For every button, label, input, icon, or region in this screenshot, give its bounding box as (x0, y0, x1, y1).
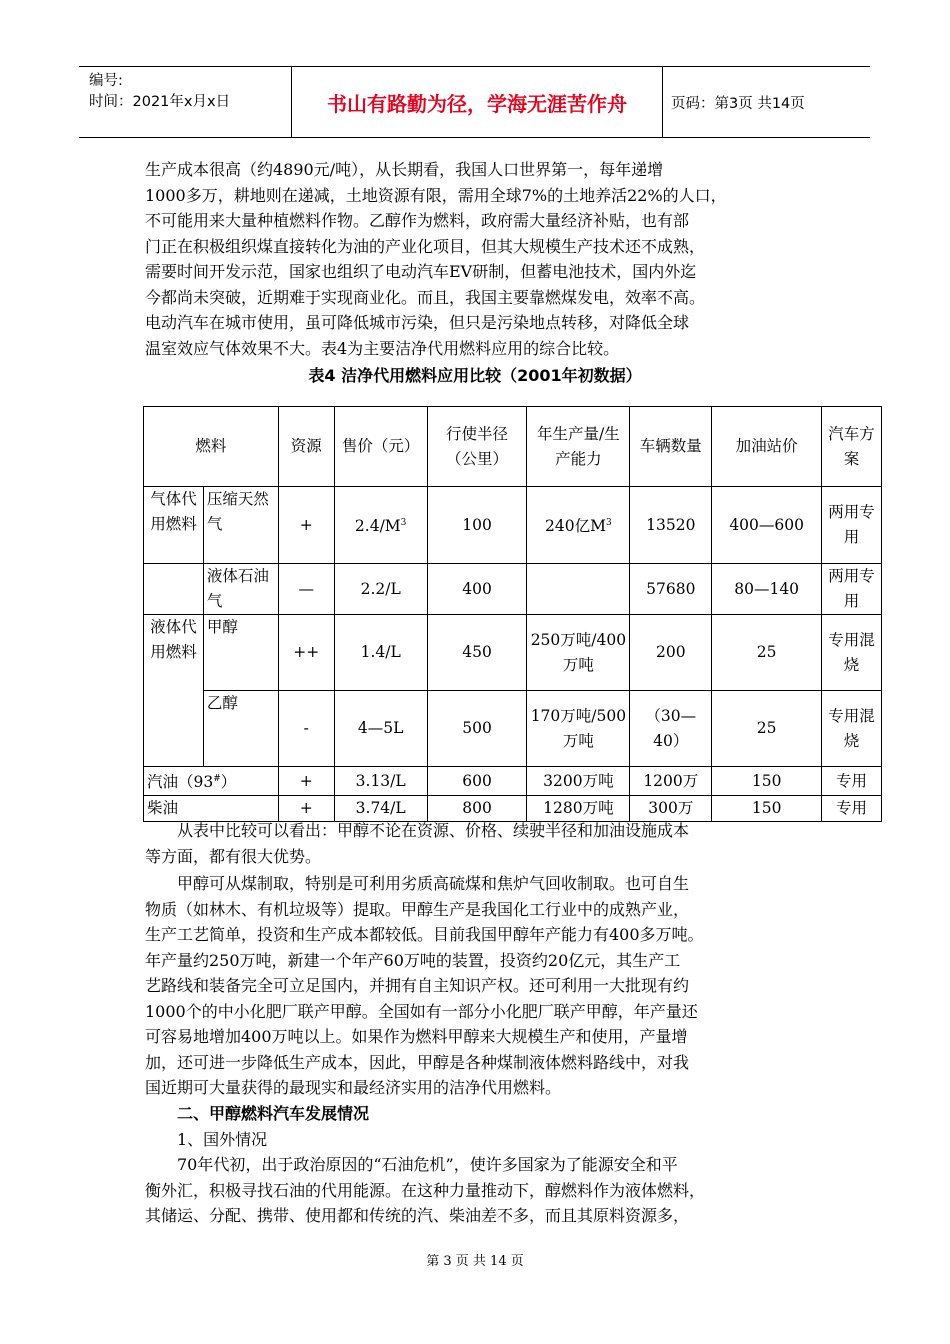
cell-range: 500 (427, 691, 527, 767)
cell-vehicles: 57680 (630, 564, 712, 615)
fuel-comparison-table (143, 406, 882, 822)
cell-range: 400 (427, 564, 527, 615)
fuel-name: 甲醇 (203, 615, 278, 691)
header-motto: 书山有路勤为径，学海无涯苦作舟 (291, 67, 663, 137)
text-line: 衡外汇，积极寻找石油的代用能源。在这种力量推动下，醇燃料作为液体燃料， (145, 1180, 706, 1200)
fuel-name: 压缩天然气 (203, 487, 278, 564)
cell-vehicles: （30—40） (630, 691, 712, 767)
cell-range: 800 (427, 796, 527, 822)
text-line: 生产工艺简单，投资和生产成本都较低。目前我国甲醇年产能力有400多万吨。 (145, 925, 704, 944)
col-header-range: 行使半径（公里） (427, 407, 527, 487)
col-header-capacity: 年生产量/生产能力 (527, 407, 630, 487)
col-header-fuel: 燃料 (144, 407, 279, 487)
subsection-heading: 1、国外情况 (177, 1129, 268, 1149)
text-line: 电动汽车在城市使用，虽可降低城市污染，但只是污染地点转移，对降低全球 (145, 313, 690, 332)
text-line: 生产成本很高（约4890元/吨），从长期看，我国人口世界第一，每年递增 (145, 160, 664, 179)
cell-station: 80—140 (712, 564, 822, 615)
cell-scheme: 专用混烧 (822, 615, 882, 691)
cell-vehicles: 13520 (630, 487, 712, 564)
cell-resource: + (278, 487, 334, 564)
text-line: 从表中比较可以看出：甲醇不论在资源、价格、续驶半径和加油设施成本 (177, 821, 690, 840)
group-gas-empty (144, 564, 204, 615)
cell-range: 100 (427, 487, 527, 564)
document-body-lower (145, 818, 805, 1229)
document-body (145, 157, 805, 388)
cell-capacity: 170万吨/500万吨 (527, 691, 630, 767)
text-line: 门正在积极组织煤直接转化为油的产业化项目，但其大规模生产技术还不成熟， (145, 236, 706, 256)
cell-capacity: 250万吨/400万吨 (527, 615, 630, 691)
col-header-vehicles: 车辆数量 (630, 407, 712, 487)
cell-station: 400—600 (712, 487, 822, 564)
paragraph-4 (145, 1152, 805, 1229)
cell-resource: - (278, 691, 334, 767)
header-meta (79, 67, 291, 137)
col-header-resource: 资源 (278, 407, 334, 487)
cell-resource: + (278, 767, 334, 796)
cell-price: 1.4/L (334, 615, 427, 691)
text-line: 年产量约250万吨，新建一个年产60万吨的装置，投资约20亿元，其生产工 (145, 950, 681, 970)
table-caption: 表4 洁净代用燃料应用比较（2001年初数据） (308, 366, 642, 385)
cell-station: 25 (712, 615, 822, 691)
cell-capacity (527, 564, 630, 615)
page-footer: 第 3 页 共 14 页 (426, 1254, 524, 1269)
group-liquid: 液体代用燃料 (144, 615, 204, 767)
cell-range: 450 (427, 615, 527, 691)
text-line: 可容易地增加400万吨以上。如果作为燃料甲醇来大规模生产和使用，产量增 (145, 1027, 688, 1046)
table-row (144, 487, 882, 564)
cell-price: 3.74/L (334, 796, 427, 822)
fuel-name: 乙醇 (203, 691, 278, 767)
cell-range: 600 (427, 767, 527, 796)
fuel-name-end: ） (220, 773, 237, 792)
text-line: 国近期可大量获得的最现实和最经济实用的洁净代用燃料。 (145, 1078, 562, 1097)
text-line: 温室效应气体效果不大。表4为主要洁净代用燃料应用的综合比较。 (145, 338, 620, 358)
col-header-scheme: 汽车方案 (822, 407, 882, 487)
text-line: 甲醇可从煤制取，特别是可利用劣质高硫煤和焦炉气回收制取。也可自生 (177, 874, 690, 893)
cell-scheme: 两用专用 (822, 487, 882, 564)
cell-station: 150 (712, 767, 822, 796)
text-line: 今都尚未突破，近期难于实现商业化。而且，我国主要靠燃煤发电，效率不高。 (145, 287, 706, 307)
cell-vehicles: 200 (630, 615, 712, 691)
text-line: 70年代初，出于政治原因的“石油危机”，使许多国家为了能源安全和平 (177, 1155, 678, 1174)
header-page-label: 页码：第3页 共14页 (671, 95, 805, 112)
date-label: 时间：2021年x月x日 (89, 94, 231, 110)
text-line: 其储运、分配、携带、使用都和传统的汽、柴油差不多，而且其原料资源多， (145, 1206, 690, 1225)
cell-scheme: 专用 (822, 796, 882, 822)
cell-resource: + (278, 796, 334, 822)
cell-price: 3.13/L (334, 767, 427, 796)
col-header-price: 售价（元） (334, 407, 427, 487)
fuel-name-sup: # (213, 774, 221, 784)
fuel-name (144, 767, 279, 796)
cell-capacity: 3200万吨 (527, 767, 630, 796)
cell-scheme: 两用专用 (822, 564, 882, 615)
paragraph-3 (145, 871, 805, 1101)
cell-price: 2.2/L (334, 564, 427, 615)
cell-resource: ++ (278, 615, 334, 691)
paragraph-1 (145, 157, 805, 361)
number-label: 编号: (89, 73, 123, 89)
text-line: 1000多万，耕地则在递减，土地资源有限，需用全球7%的土地养活22%的人口， (145, 185, 727, 205)
cell-scheme: 专用混烧 (822, 691, 882, 767)
text-line: 物质（如林木、有机垃圾等）提取。甲醇生产是我国化工行业中的成熟产业， (145, 899, 690, 919)
fuel-name: 柴油 (144, 796, 279, 822)
cell-vehicles: 1200万 (630, 767, 712, 796)
price-value: 2.4/M (354, 517, 401, 536)
table-row (144, 691, 882, 767)
paragraph-2 (145, 818, 805, 869)
section-heading: 二、甲醇燃料汽车发展情况 (177, 1103, 370, 1123)
cell-station: 150 (712, 796, 822, 822)
cell-station: 25 (712, 691, 822, 767)
cell-scheme: 专用 (822, 767, 882, 796)
text-line: 加，还可进一步降低生产成本，因此，甲醇是各种煤制液体燃料路线中，对我 (145, 1052, 690, 1072)
col-header-station: 加油站价 (712, 407, 822, 487)
text-line: 需要时间开发示范，国家也组织了电动汽车EV研制，但蓄电池技术，国内外迄 (145, 262, 697, 281)
cell-vehicles: 300万 (630, 796, 712, 822)
group-gas: 气体代用燃料 (144, 487, 204, 564)
capacity-sup: 3 (606, 517, 612, 528)
fuel-name-text: 汽油（93 (147, 773, 214, 792)
table-header-row (144, 407, 882, 487)
cell-capacity: 1280万吨 (527, 796, 630, 822)
capacity-value: 240亿M (545, 517, 606, 536)
cell-capacity (527, 487, 630, 564)
table-row (144, 564, 882, 615)
cell-resource: — (278, 564, 334, 615)
table-row (144, 615, 882, 691)
text-line: 等方面，都有很大优势。 (145, 846, 322, 866)
price-sup: 3 (400, 517, 407, 528)
cell-price: 4—5L (334, 691, 427, 767)
page-header (79, 66, 870, 138)
cell-price (334, 487, 427, 564)
fuel-name: 液体石油气 (203, 564, 278, 615)
text-line: 不可能用来大量种植燃料作物。乙醇作为燃料，政府需大量经济补贴，也有部 (145, 211, 690, 230)
text-line: 1000个的中小化肥厂联产甲醇。全国如有一部分小化肥厂联产甲醇，年产量还 (145, 1001, 698, 1021)
table-row (144, 767, 882, 796)
text-line: 艺路线和装备完全可立足国内，并拥有自主知识产权。还可利用一大批现有约 (145, 976, 690, 995)
